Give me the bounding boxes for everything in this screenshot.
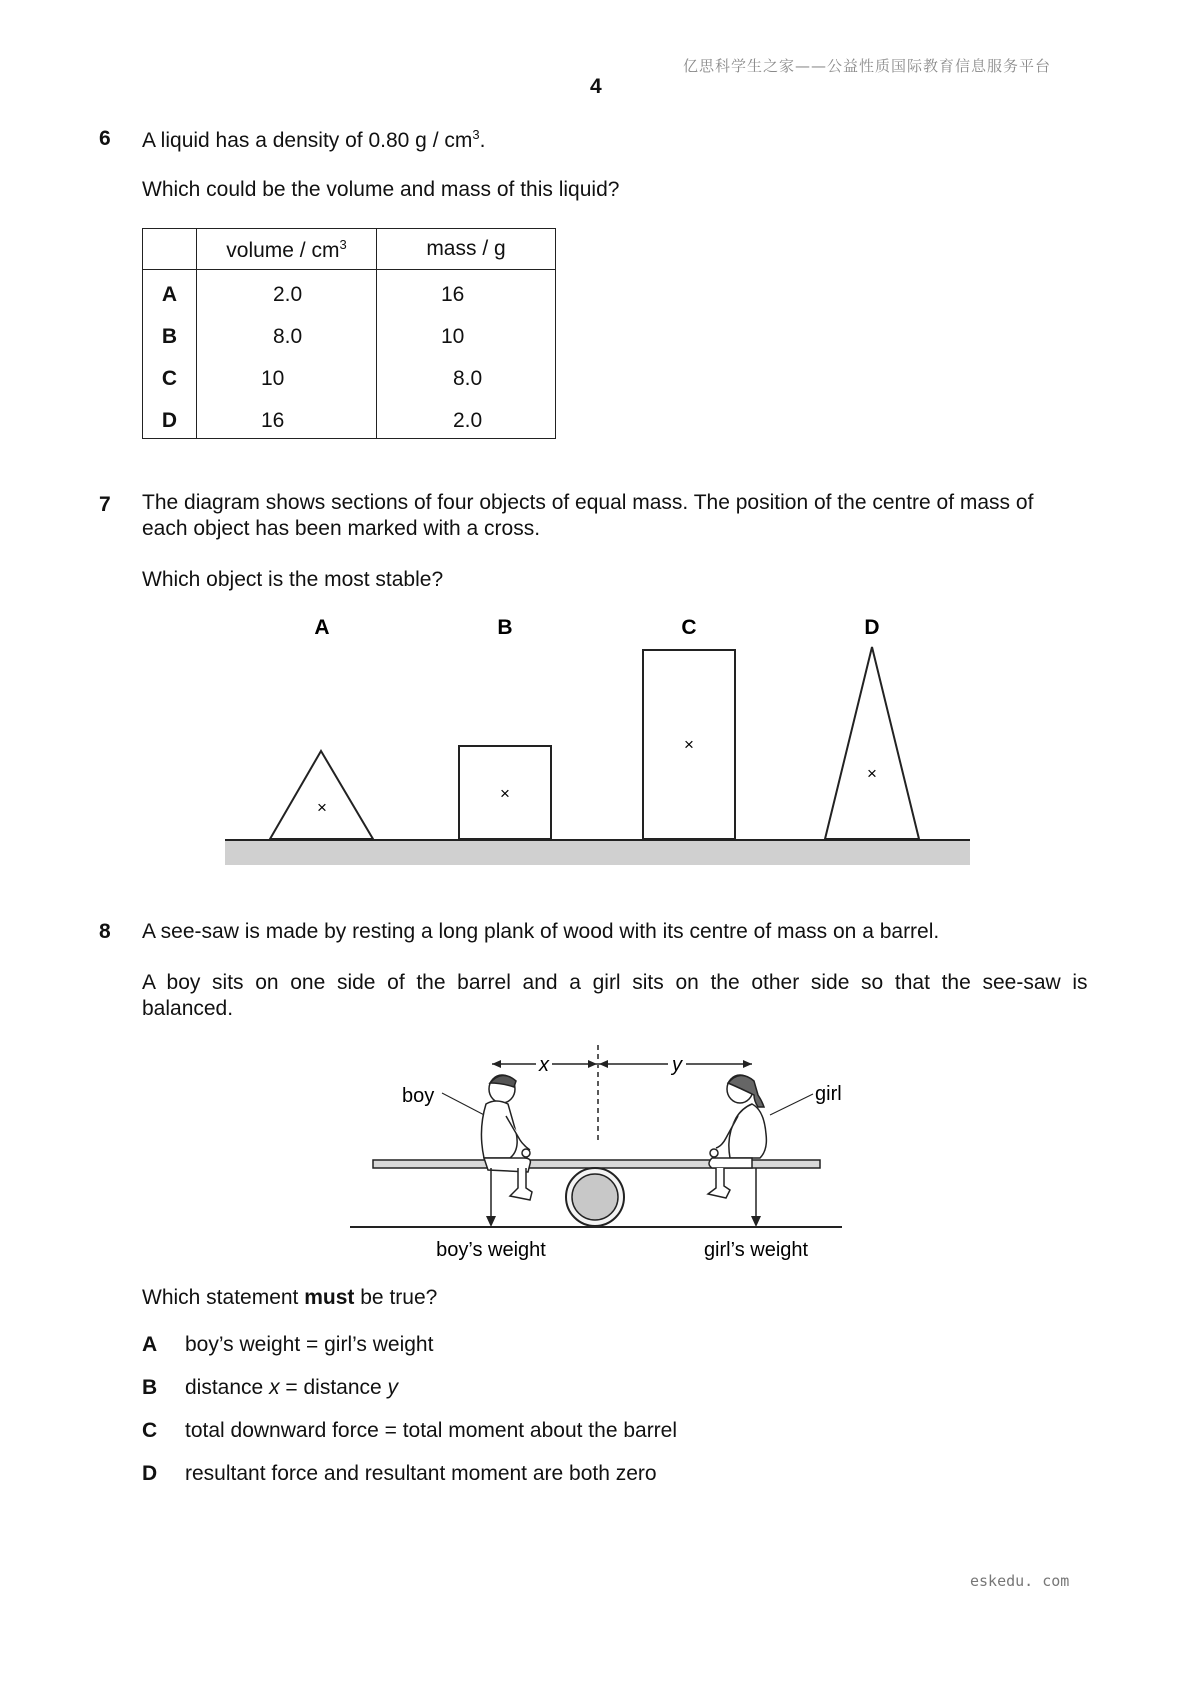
q8-question-bold: must	[304, 1286, 355, 1309]
q6-row-volume: 8.0	[273, 325, 303, 348]
q8-question-prefix: Which statement	[142, 1286, 305, 1309]
q7-stem-line2: each object has been marked with a cross.	[142, 517, 541, 540]
x-arrowhead-left	[492, 1060, 501, 1068]
q8-option-a-text: boy’s weight = girl’s weight	[185, 1333, 434, 1356]
q7-stem-line1: The diagram shows sections of four objects of equal mass. The position of the centre of mass of	[142, 491, 1034, 514]
q6-col-mass: mass / g	[426, 237, 506, 260]
label-girl: girl	[815, 1083, 842, 1105]
object-d-cross: ×	[867, 764, 877, 783]
q6-row-letter: B	[161, 325, 178, 348]
q8-number: 8	[99, 920, 111, 943]
q8-option-b-var-y: y	[387, 1376, 399, 1399]
q8-stem2-line2: balanced.	[142, 997, 234, 1020]
diagram-label-a: A	[314, 616, 330, 639]
label-y: y	[672, 1054, 682, 1076]
label-boy: boy	[402, 1085, 435, 1107]
q6-stem-sup: 3	[472, 127, 480, 142]
page-number: 4	[590, 75, 602, 98]
label-x: x	[539, 1054, 549, 1076]
y-arrowhead-left	[599, 1060, 608, 1068]
q8-option-b-text	[185, 1376, 398, 1400]
q8-option-c-letter: C	[142, 1419, 158, 1442]
q6-row-mass: 16	[441, 283, 465, 306]
girl-figure	[708, 1075, 766, 1198]
object-b-cross: ×	[500, 784, 510, 803]
footer-watermark: eskedu. com	[970, 1572, 1070, 1590]
boy-weight-arrowhead	[486, 1216, 496, 1227]
q8-option-a-letter: A	[142, 1333, 158, 1356]
label-girls-weight: girl’s weight	[703, 1239, 809, 1261]
plank	[373, 1160, 820, 1168]
q6-question: Which could be the volume and mass of this liquid?	[142, 178, 620, 201]
diagram-label-d: D	[864, 616, 880, 639]
q8-option-d-letter: D	[142, 1462, 158, 1485]
q6-col-volume-sup: 3	[339, 237, 347, 252]
q6-row-volume: 2.0	[273, 283, 303, 306]
q6-stem-suffix: .	[479, 129, 486, 152]
header-watermark: 亿思科学生之家——公益性质国际教育信息服务平台	[683, 57, 1052, 75]
q6-row-volume: 10	[261, 367, 285, 390]
q7-question: Which object is the most stable?	[142, 568, 444, 591]
q8-stem2-line1: A boy sits on one side of the barrel and a girl sits on the other side so that the see-saw is	[142, 971, 1088, 994]
girl-leader-line	[770, 1094, 813, 1115]
boy-figure	[481, 1075, 532, 1200]
y-arrowhead-right	[743, 1060, 752, 1068]
label-boys-weight: boy’s weight	[436, 1239, 546, 1261]
object-c-cross: ×	[684, 735, 694, 754]
diagram-label-b: B	[497, 616, 513, 639]
q6-row-mass: 10	[441, 325, 465, 348]
q6-col-volume-text: volume / cm	[226, 239, 340, 262]
q8-option-d-text: resultant force and resultant moment are both zero	[185, 1462, 657, 1485]
barrel-inner	[572, 1174, 618, 1220]
q6-row-volume: 16	[261, 409, 285, 432]
object-a-cross: ×	[317, 798, 327, 817]
q6-row-mass: 2.0	[453, 409, 483, 432]
q6-row-letter: C	[161, 367, 178, 390]
diagram-label-c: C	[681, 616, 697, 639]
q8-option-c-text: total downward force = total moment about the barrel	[185, 1419, 678, 1442]
q6-row-mass: 8.0	[453, 367, 483, 390]
q8-option-b-mid: = distance	[279, 1376, 388, 1399]
girl-weight-arrowhead	[751, 1216, 761, 1227]
q8-option-b-letter: B	[142, 1376, 158, 1399]
q8-stem1: A see-saw is made by resting a long plank of wood with its centre of mass on a barrel.	[142, 920, 940, 943]
q8-question-suffix: be true?	[354, 1286, 438, 1309]
x-arrowhead-right	[588, 1060, 597, 1068]
q8-option-b-pre: distance	[185, 1376, 270, 1399]
q7-number: 7	[99, 493, 111, 516]
q6-stem-text: A liquid has a density of 0.80 g / cm	[142, 129, 473, 152]
q8-question	[142, 1286, 437, 1310]
q8-option-b-var-x: x	[269, 1376, 280, 1399]
q6-number: 6	[99, 127, 111, 150]
q6-row-letter: A	[161, 283, 178, 306]
q6-row-letter: D	[161, 409, 178, 432]
